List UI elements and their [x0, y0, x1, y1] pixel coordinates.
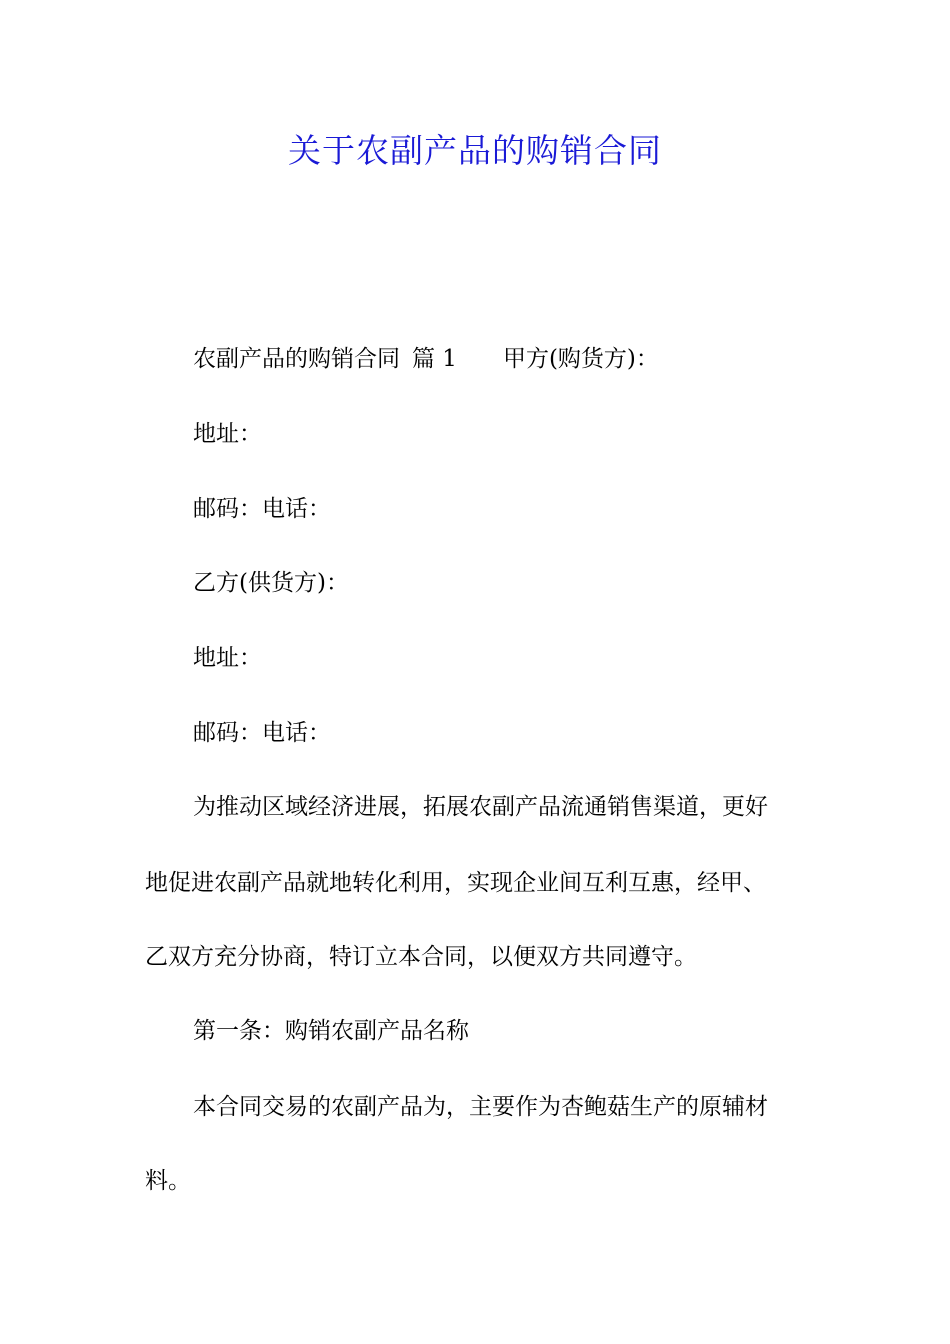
party-b-contact: 邮码：电话： — [193, 720, 331, 746]
intro-line: 为推动区域经济进展，拓展农副产品流通销售渠道，更好 — [193, 794, 768, 820]
party-a-contact: 邮码：电话： — [193, 496, 331, 522]
intro-line: 地促进农副产品就地转化利用，实现企业间互利互惠，经甲、 — [145, 870, 766, 896]
party-a-label: 甲方(购货方)： — [502, 346, 659, 372]
document-title: 关于农副产品的购销合同 — [288, 131, 662, 170]
article-1-line: 本合同交易的农副产品为，主要作为杏鲍菇生产的原辅材 — [193, 1094, 768, 1120]
part-label: 篇 1 — [412, 346, 457, 372]
header-line — [193, 343, 659, 375]
article-1-heading: 第一条：购销农副产品名称 — [193, 1018, 469, 1044]
intro-line: 乙双方充分协商，特订立本合同，以便双方共同遵守。 — [145, 944, 697, 970]
article-1-line: 料。 — [145, 1168, 191, 1194]
party-a-address: 地址： — [193, 421, 262, 447]
party-b-label: 乙方(供货方)： — [193, 570, 349, 596]
contract-heading: 农副产品的购销合同 — [193, 346, 400, 372]
party-b-address: 地址： — [193, 645, 262, 671]
